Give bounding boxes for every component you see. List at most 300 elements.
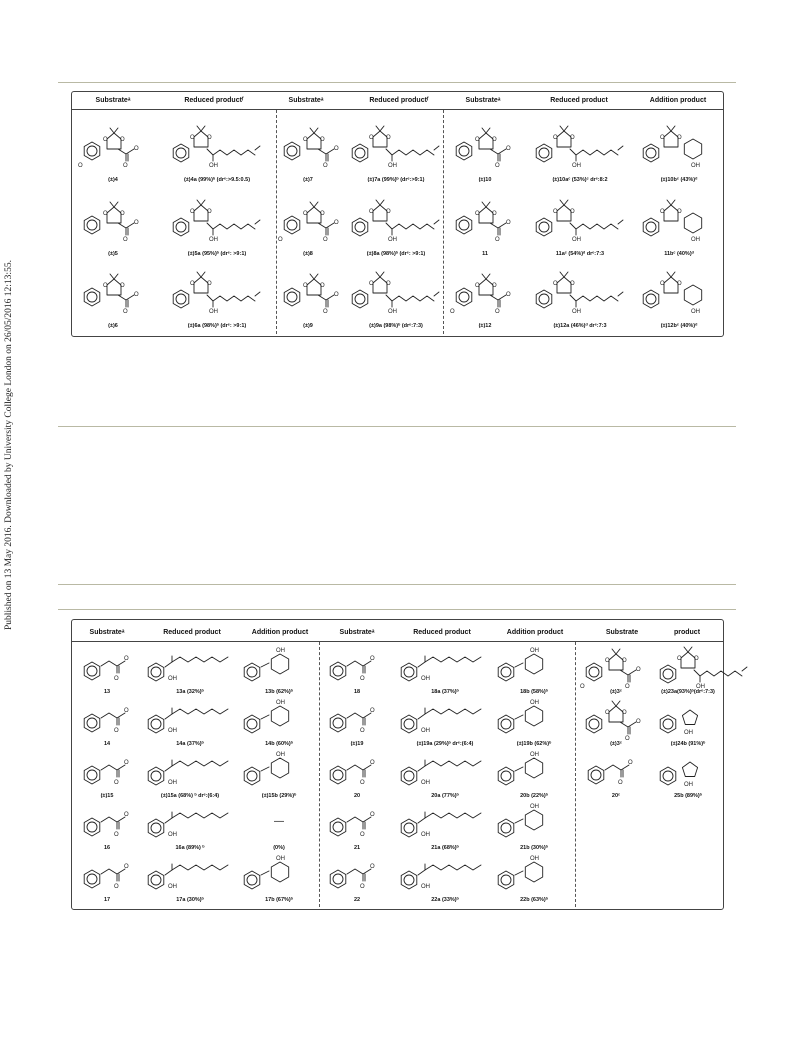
svg-text:O: O [103,137,108,143]
compound-label: 13a (32%)ᵇ [176,689,204,695]
svg-text:O: O [506,220,511,226]
chemical-structure [238,696,320,740]
header-divider [72,641,723,642]
compound-cell [322,852,392,903]
svg-text:O: O [580,684,585,690]
substrate-scope-table-1 [71,91,724,337]
compound-cell [450,188,520,257]
svg-text:OH: OH [421,884,430,890]
svg-text:OH: OH [168,780,177,786]
chemical-structure [76,644,138,688]
svg-text:OH: OH [530,752,539,758]
svg-text:OH: OH [168,728,177,734]
svg-text:O: O [370,760,375,766]
compound-label: (±)12bᶜ (40%)ᵈ [660,323,698,329]
svg-text:OH: OH [388,237,397,243]
chemical-structure [654,696,722,740]
chemical-structure [528,114,632,176]
svg-text:O: O [475,283,480,289]
compound-cell [78,260,148,329]
svg-text:O: O [495,309,500,315]
svg-text:OH: OH [421,832,430,838]
chemical-structure [142,696,238,740]
svg-text:OH: OH [388,309,397,315]
svg-text:O: O [677,209,682,215]
svg-text:O: O [636,667,641,673]
compound-cell [450,114,520,183]
compound-cell [492,644,576,695]
svg-text:O: O [303,283,308,289]
compound-label: 18b (58%)ᵇ [520,689,548,695]
svg-text:O: O [618,780,623,786]
chemical-structure [142,800,238,844]
svg-text:O: O [677,135,682,141]
compound-label: 20 [353,793,361,799]
chemical-structure [450,188,520,250]
compound-cell [394,800,496,851]
svg-text:O: O [360,676,365,682]
svg-text:O: O [495,163,500,169]
compound-label: 21b (30%)ᵇ [520,845,548,851]
svg-text:OH: OH [572,237,581,243]
column-header-substrate: Substrateᵃ [339,629,375,636]
svg-text:OH: OH [572,163,581,169]
svg-text:OH: OH [168,676,177,682]
compound-label: (±)9a (98%)ᵇ (drᵉ:7:3) [369,323,423,329]
compound-label: 20ᶜ [611,793,621,799]
chemical-structure [580,696,652,740]
svg-text:O: O [660,135,665,141]
page-rule [58,82,736,83]
page-rule [58,426,736,427]
svg-text:O: O [114,832,119,838]
svg-text:O: O [278,237,283,243]
chemical-structure [654,748,722,792]
compound-label: 11bᶜ (40%)ᵈ [664,251,694,257]
column-header-addition-product: Addition product [251,629,309,636]
svg-text:O: O [360,832,365,838]
chemical-structure [492,696,576,740]
compound-cell [394,748,496,799]
svg-text:O: O [370,708,375,714]
compound-cell [162,114,272,183]
compound-label: 20a (77%)ᵇ [431,793,459,799]
compound-label: (0%) [273,845,285,851]
svg-text:O: O [625,684,630,690]
compound-cell [78,188,148,257]
header-divider [72,109,723,110]
column-header-reduced-product: Reduced productᶠ [369,97,429,104]
svg-text:O: O [78,163,83,169]
compound-cell [322,748,392,799]
compound-cell [142,800,238,851]
compound-label: (±)10 [478,177,492,183]
compound-label: (±)4 [108,177,118,183]
compound-cell [142,696,238,747]
column-header-substrate: Substrateᵃ [288,97,324,104]
compound-label: 21a (68%)ᵇ [431,845,459,851]
svg-text:O: O [123,163,128,169]
column-header-product: product [673,629,701,636]
svg-text:O: O [124,708,129,714]
compound-cell [450,260,520,329]
column-header-substrate: Substrateᵃ [465,97,501,104]
compound-cell [637,260,721,329]
column-header-substrate: Substrateᵃ [89,629,125,636]
compound-cell [78,114,148,183]
svg-text:O: O [636,719,641,725]
compound-label: (±)4a (99%)ᵇ (drᵉ:>9.5:0.5) [183,177,251,183]
svg-text:O: O [114,780,119,786]
compound-label: 22a (33%)ᵇ [431,897,459,903]
column-header-addition-product: Addition product [506,629,564,636]
chemical-structure [76,800,138,844]
compound-label: (±)19b (62%)ᵇ [516,741,552,747]
chemical-structure [580,644,652,688]
svg-text:O: O [570,281,575,287]
compound-label: 20b (22%)ᵇ [520,793,548,799]
chemical-structure [528,188,632,250]
compound-label: (±)7 [303,177,313,183]
compound-label: 18 [353,689,361,695]
svg-text:O: O [120,283,125,289]
compound-cell [76,696,138,747]
compound-cell [162,260,272,329]
compound-label: 17a (30%)ᵇ [176,897,204,903]
svg-text:OH: OH [530,856,539,862]
svg-text:O: O [124,656,129,662]
compound-cell [340,260,452,329]
svg-text:O: O [123,237,128,243]
chemical-structure [492,800,576,844]
compound-label: (±)10bᶜ (43%)ᵈ [660,177,698,183]
compound-cell [278,114,338,183]
column-header-reduced-product: Reduced product [550,97,608,104]
compound-label: 21 [353,845,361,851]
compound-cell [322,644,392,695]
svg-text:O: O [553,281,558,287]
compound-label: 16 [103,845,111,851]
compound-cell [637,114,721,183]
compound-label: 14b (60%)ᵇ [265,741,293,747]
svg-text:OH: OH [209,237,218,243]
svg-text:O: O [320,283,325,289]
svg-text:O: O [369,135,374,141]
svg-text:O: O [303,137,308,143]
compound-cell [637,188,721,257]
svg-text:OH: OH [276,752,285,758]
svg-text:O: O [605,710,610,716]
svg-text:O: O [103,211,108,217]
no-product-dash: — [274,816,284,827]
compound-label: 16a (89%) ᵇ [175,845,205,851]
compound-label: 14a (37%)ᵇ [176,741,204,747]
chemical-structure [142,748,238,792]
chemical-structure [450,260,520,322]
svg-text:O: O [506,292,511,298]
chemical-structure [394,852,496,896]
column-header-substrate: Substrateᵃ [95,97,131,104]
chemical-structure [394,644,496,688]
svg-text:OH: OH [691,163,700,169]
compound-label: (±)15b (29%)ᵇ [261,793,297,799]
page-rule [58,609,736,610]
svg-text:O: O [134,220,139,226]
svg-text:O: O [605,658,610,664]
compound-label: (±)6a (98%)ᵇ (drᵉ: >9:1) [187,323,247,329]
svg-text:OH: OH [388,163,397,169]
column-header-reduced-product: Reduced productᶠ [184,97,244,104]
compound-label: (±)5 [108,251,118,257]
chemical-structure [394,748,496,792]
compound-label: 13 [103,689,111,695]
compound-cell [492,852,576,903]
svg-text:O: O [114,676,119,682]
svg-text:O: O [134,292,139,298]
svg-text:O: O [124,812,129,818]
svg-text:O: O [370,864,375,870]
column-header-reduced-product: Reduced product [413,629,471,636]
svg-text:O: O [677,656,682,662]
svg-text:O: O [570,209,575,215]
compound-cell [76,852,138,903]
svg-text:OH: OH [684,782,693,788]
compound-label: (±)24b (91%)ᵇ [670,741,706,747]
compound-label: (±)6 [108,323,118,329]
svg-text:OH: OH [684,730,693,736]
svg-text:O: O [625,736,630,742]
svg-text:O: O [323,309,328,315]
compound-label: 18a (37%)ᵇ [431,689,459,695]
svg-text:O: O [120,137,125,143]
svg-text:OH: OH [421,780,430,786]
svg-text:O: O [622,658,627,664]
compound-label: (±)15 [100,793,114,799]
compound-cell [76,644,138,695]
compound-label: 13b (62%)ᵇ [265,689,293,695]
svg-text:O: O [628,760,633,766]
svg-text:O: O [495,237,500,243]
compound-cell [238,852,320,903]
chemical-structure [162,188,272,250]
svg-text:OH: OH [530,700,539,706]
compound-label: 14 [103,741,111,747]
svg-text:O: O [190,281,195,287]
column-separator [276,110,277,334]
compound-label: (±)23a(93%)ᵇ(drᵉ:7:3) [661,689,715,695]
svg-text:O: O [134,146,139,152]
download-watermark: Published on 13 May 2016. Downloaded by University College London on 26/05/2016 12:13:55. [4,260,14,630]
chemical-structure [162,260,272,322]
compound-cell [238,800,320,851]
chemical-structure [162,114,272,176]
svg-text:O: O [303,211,308,217]
chemical-structure [322,748,392,792]
compound-label: (±)19 [350,741,364,747]
svg-text:O: O [207,281,212,287]
svg-text:O: O [124,864,129,870]
compound-cell [340,188,452,257]
compound-cell [394,696,496,747]
svg-text:O: O [124,760,129,766]
svg-text:O: O [694,656,699,662]
compound-label: 11aᶜ (54%)ᵈ drᵉ:7:3 [555,251,605,257]
svg-text:O: O [334,146,339,152]
compound-label: (±)7a (99%)ᵇ (drᵉ:>9:1) [367,177,425,183]
compound-cell [76,800,138,851]
svg-text:O: O [492,283,497,289]
compound-cell [492,800,576,851]
chemical-structure [637,188,721,250]
chemical-structure [492,852,576,896]
svg-text:O: O [103,283,108,289]
chemical-structure [637,114,721,176]
svg-text:O: O [360,884,365,890]
compound-label: (±)3ᶜ [610,689,622,695]
svg-text:O: O [386,209,391,215]
compound-cell [394,852,496,903]
compound-cell [162,188,272,257]
compound-cell [580,748,652,799]
compound-label: (±)9 [303,323,313,329]
svg-text:O: O [360,728,365,734]
svg-text:OH: OH [209,309,218,315]
chemical-structure [340,188,452,250]
svg-text:O: O [369,281,374,287]
svg-text:OH: OH [168,884,177,890]
svg-text:O: O [622,710,627,716]
compound-label: 17b (67%)ᵇ [265,897,293,903]
svg-text:O: O [190,209,195,215]
chemical-structure [76,748,138,792]
chemical-structure [278,260,338,322]
chemical-structure [278,188,338,250]
svg-text:O: O [660,209,665,215]
chemical-structure [322,852,392,896]
compound-cell [492,748,576,799]
svg-text:O: O [323,237,328,243]
chemical-structure [580,748,652,792]
svg-text:O: O [370,812,375,818]
compound-cell [238,644,320,695]
svg-text:O: O [506,146,511,152]
compound-cell [142,852,238,903]
svg-text:O: O [570,135,575,141]
compound-cell [394,644,496,695]
svg-text:O: O [323,163,328,169]
chemical-structure [322,800,392,844]
compound-cell [654,644,722,695]
chemical-structure [322,644,392,688]
svg-text:O: O [207,135,212,141]
chemical-structure [278,114,338,176]
svg-text:O: O [660,281,665,287]
compound-label: (±)10aᶜ (53%)ᶜ drᵉ:8:2 [552,177,608,183]
svg-text:O: O [492,211,497,217]
svg-text:O: O [120,211,125,217]
compound-label: (±)5a (95%)ᵇ (drᵉ: >9:1) [187,251,247,257]
compound-label: 25b (89%)ᵇ [674,793,702,799]
compound-cell [492,696,576,747]
compound-label: 11 [482,251,488,257]
svg-text:OH: OH [276,856,285,862]
svg-text:OH: OH [421,728,430,734]
svg-text:O: O [553,135,558,141]
compound-cell [322,696,392,747]
svg-text:OH: OH [168,832,177,838]
svg-text:O: O [386,135,391,141]
compound-cell [238,748,320,799]
chemical-structure [322,696,392,740]
compound-cell [580,644,652,695]
svg-text:O: O [334,220,339,226]
column-header-addition-product: Addition product [649,97,707,104]
svg-text:O: O [114,728,119,734]
svg-text:O: O [320,211,325,217]
svg-text:OH: OH [696,684,705,690]
compound-label: (±)12 [478,323,492,329]
svg-text:OH: OH [530,804,539,810]
chemical-structure [637,260,721,322]
svg-text:O: O [386,281,391,287]
svg-text:O: O [677,281,682,287]
substrate-scope-table-2 [71,619,724,910]
svg-text:OH: OH [209,163,218,169]
svg-text:O: O [360,780,365,786]
compound-cell [528,114,632,183]
svg-text:O: O [369,209,374,215]
compound-cell [654,748,722,799]
svg-text:O: O [492,137,497,143]
svg-text:OH: OH [691,237,700,243]
compound-cell [142,644,238,695]
compound-cell [278,188,338,257]
chemical-structure [238,644,320,688]
compound-label: (±)8a (98%)ᵇ (drᵉ: >9:1) [366,251,426,257]
svg-text:O: O [123,309,128,315]
svg-text:O: O [190,135,195,141]
chemical-structure [142,644,238,688]
svg-text:O: O [370,656,375,662]
chemical-structure [450,114,520,176]
chemical-structure [78,260,148,322]
svg-text:OH: OH [530,648,539,654]
chemical-structure [394,696,496,740]
compound-label: (±)19a (29%)ᵇ drᵉ:(6:4) [416,741,474,747]
svg-text:O: O [475,211,480,217]
compound-cell [528,260,632,329]
chemical-structure [492,748,576,792]
chemical-structure [76,696,138,740]
column-header-reduced-product: Reduced product [163,629,221,636]
compound-cell [238,696,320,747]
svg-text:OH: OH [572,309,581,315]
compound-cell [654,696,722,747]
compound-label: (±)15a (68%) ᵇ drᵉ:(6:4) [160,793,220,799]
svg-text:O: O [207,209,212,215]
chemical-structure [76,852,138,896]
chemical-structure [78,114,148,176]
compound-cell [142,748,238,799]
svg-text:O: O [450,309,455,315]
chemical-structure [340,260,452,322]
chemical-structure [340,114,452,176]
chemical-structure [654,644,722,688]
compound-label: (±)8 [303,251,313,257]
chemical-structure [528,260,632,322]
chemical-structure [492,644,576,688]
chemical-structure [394,800,496,844]
